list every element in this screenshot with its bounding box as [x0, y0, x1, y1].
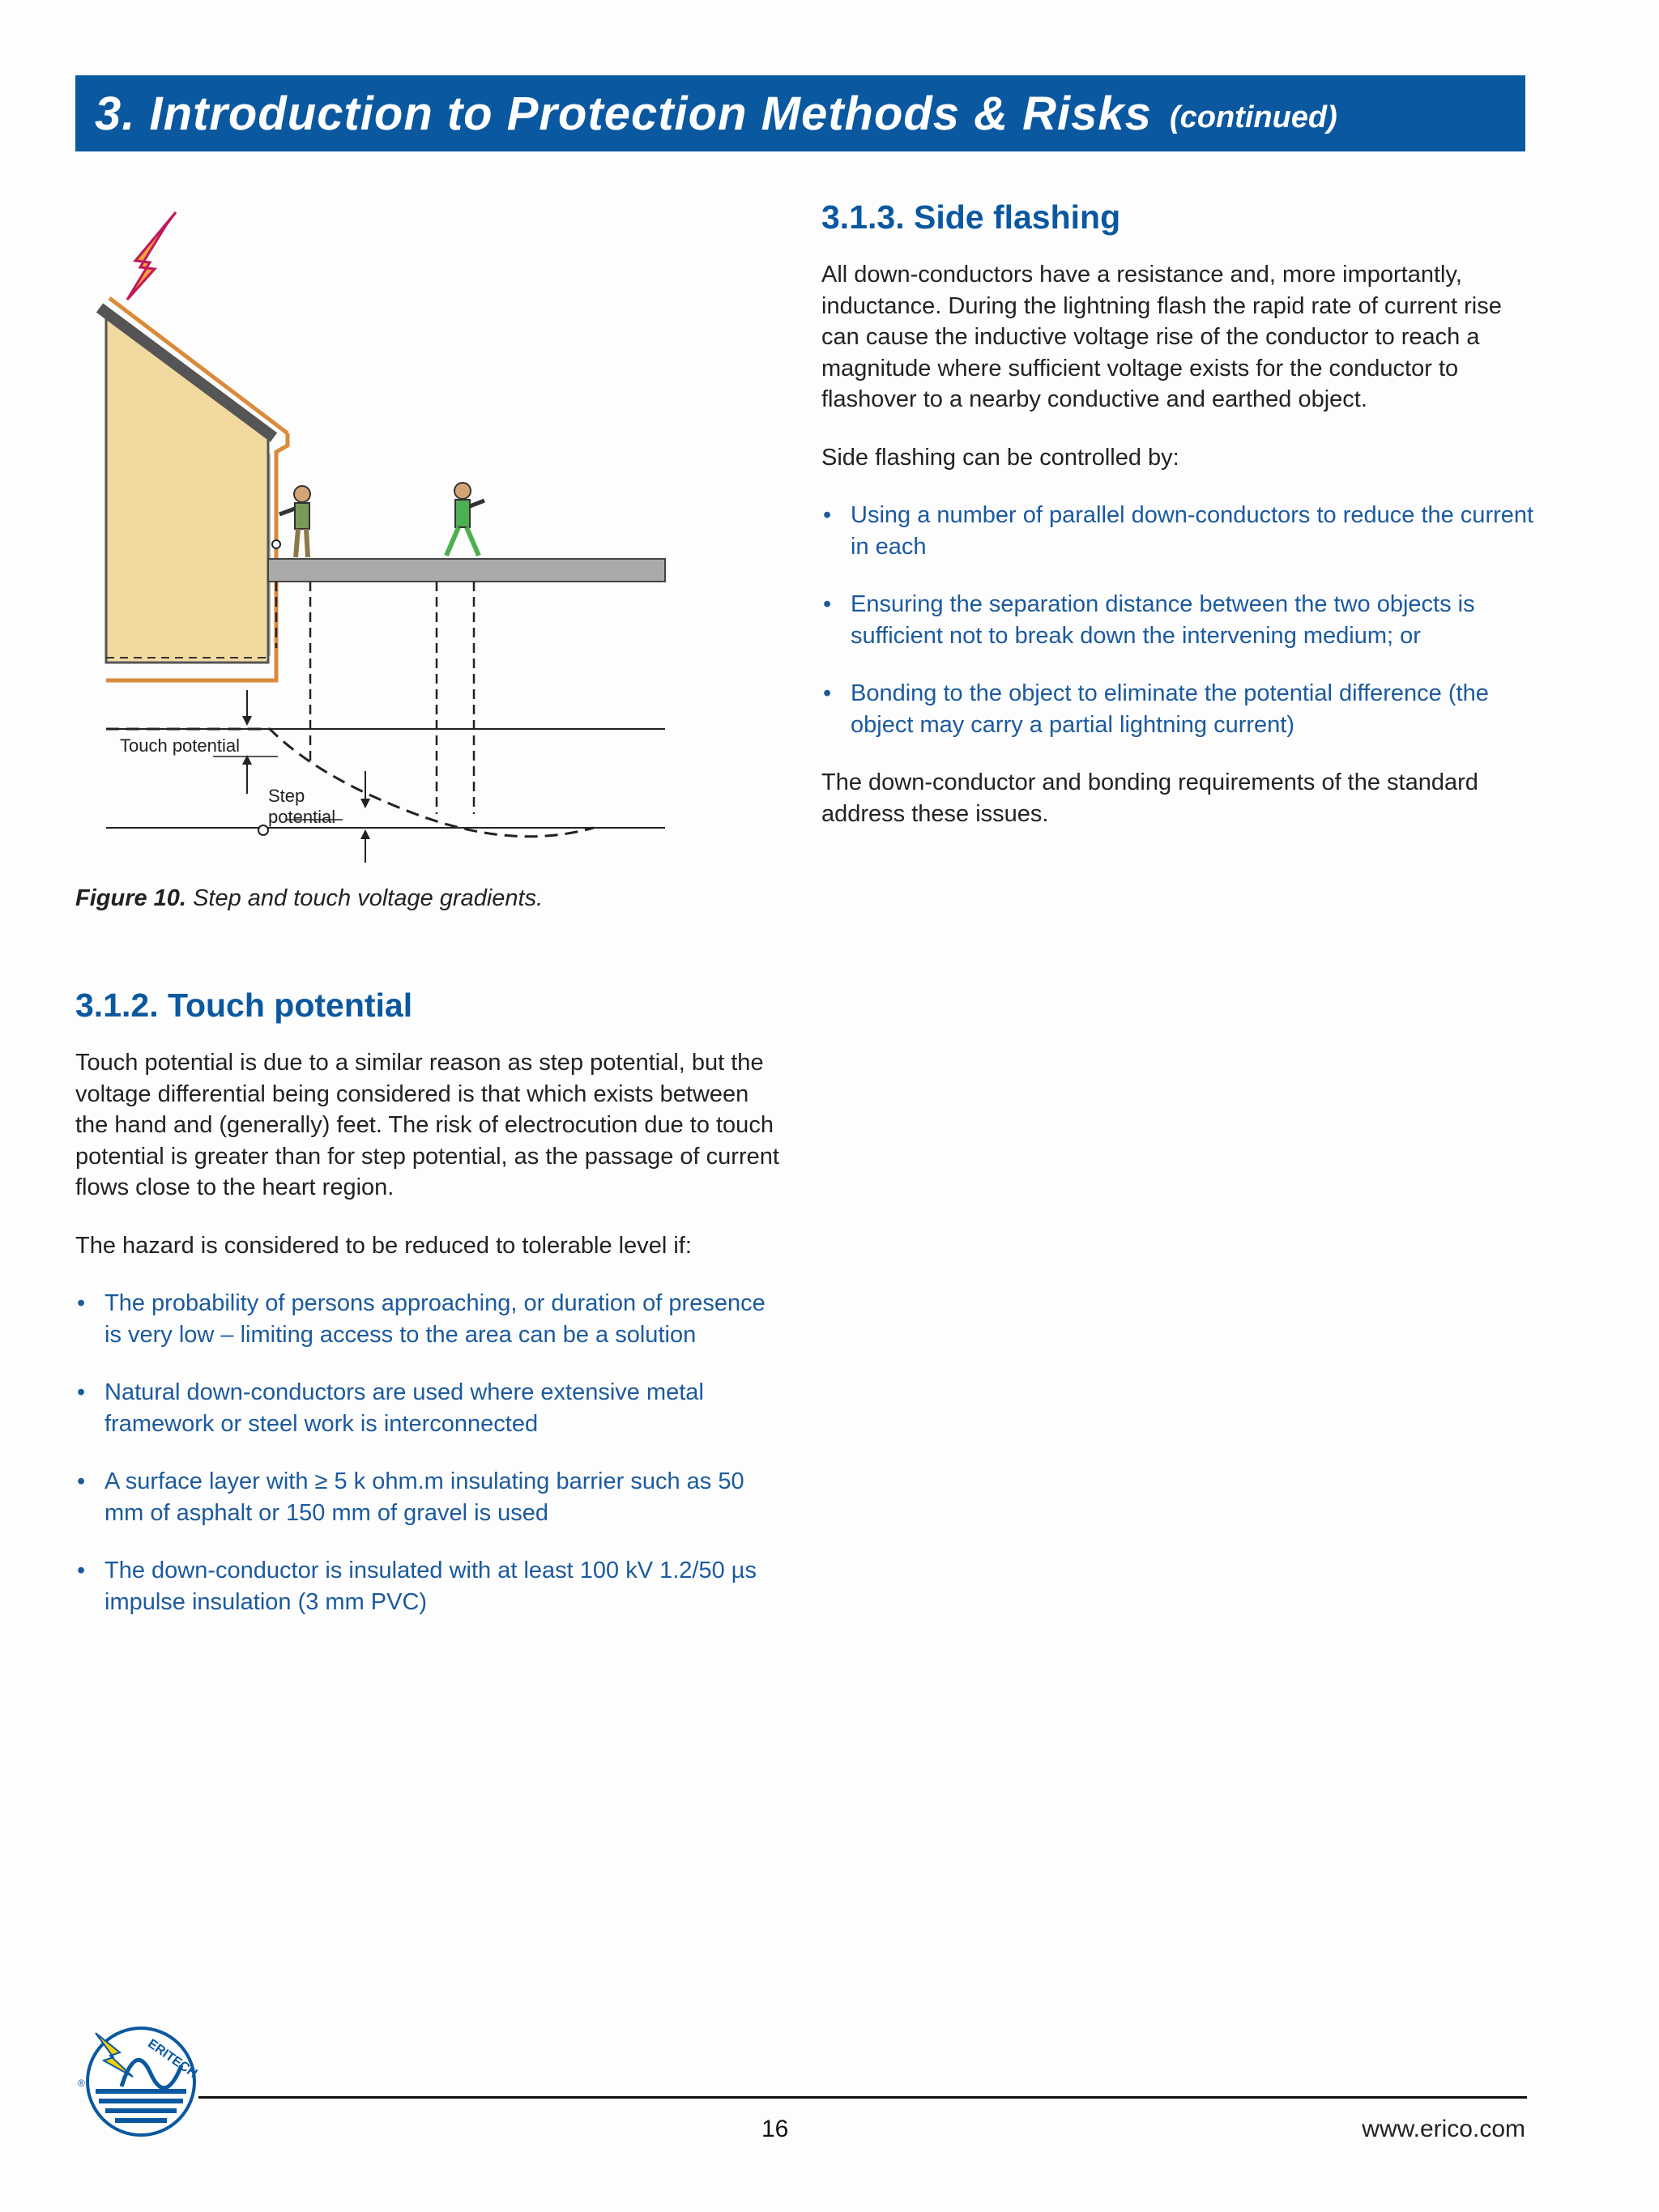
list-item: • The down-conductor is insulated with at least 100 kV 1.2/50 µs impulse insulation (3 mm PVC): [75, 1555, 780, 1617]
touch-potential-bullets: [75, 1288, 780, 1617]
touch-potential-intro: The hazard is considered to be reduced to tolerable level if:: [75, 1232, 692, 1259]
side-flashing-section: [821, 198, 1534, 856]
list-item: • The probability of persons approaching, or duration of presence is very low – limiting access to the area can be a solution: [75, 1288, 780, 1350]
lightning-bolt-icon: [127, 212, 176, 300]
list-item: • Using a number of parallel down-conductors to reduce the current in each: [821, 500, 1534, 562]
person-touching-icon: [279, 486, 310, 557]
registered-mark: ®: [78, 2078, 85, 2089]
page-number: 16: [761, 2116, 789, 2142]
page-title: 3. Introduction to Protection Methods & Risks: [95, 87, 1152, 140]
page-title-continued: (continued): [1169, 100, 1337, 134]
figure-caption-text: Step and touch voltage gradients.: [193, 885, 544, 911]
footer-divider: [198, 2096, 1527, 2099]
side-flashing-bullets: [821, 500, 1534, 740]
side-flashing-heading: 3.1.3. Side flashing: [821, 198, 1121, 236]
website-link[interactable]: www.erico.com: [1362, 2116, 1525, 2142]
touch-potential-section: [75, 987, 780, 1644]
person-walking-icon: [446, 483, 484, 556]
figure-caption-label: Figure 10.: [75, 885, 186, 911]
side-flashing-paragraph: All down-conductors have a resistance and, more importantly, inductance. During the lightning flash the rapid rate of current rise can cause the inductive voltage rise of the conductor to reach a magnitude where sufficient voltage exists for the conductor to flashover to a nearby conductive and earthed object.: [821, 262, 1502, 412]
step-potential-label-2: potential: [268, 807, 336, 827]
list-item: • Natural down-conductors are used where extensive metal framework or steel work is interconnected: [75, 1377, 780, 1439]
side-flashing-conclusion: The down-conductor and bonding requirements of the standard address these issues.: [821, 769, 1478, 827]
touch-potential-heading: 3.1.2. Touch potential: [75, 987, 413, 1024]
logo-wordmark: ERITECH: [145, 2036, 200, 2081]
list-item: • Bonding to the object to eliminate the potential difference (the object may carry a partial lightning current): [821, 678, 1534, 740]
touch-potential-paragraph: Touch potential is due to a similar reason as step potential, but the voltage differential being considered is that which exists between the hand and (generally) feet. The risk of electrocution due to touch potential is greater than for step potential, as the passage of current flows close to the heart region.: [75, 1050, 779, 1200]
figure-caption: [75, 885, 543, 912]
page-header-bar: [75, 75, 1525, 151]
ground-slab: [268, 559, 665, 582]
eritech-logo: [71, 2017, 201, 2146]
step-potential-label-1: Step: [268, 786, 305, 806]
touch-potential-label: Touch potential: [120, 735, 240, 756]
side-flashing-intro: Side flashing can be controlled by:: [821, 444, 1179, 471]
list-item: • Ensuring the separation distance between the two objects is sufficient not to break down the intervening medium; or: [821, 589, 1534, 651]
list-item: • A surface layer with ≥ 5 k ohm.m insulating barrier such as 50 mm of asphalt or 150 mm of gravel is used: [75, 1466, 780, 1528]
step-touch-figure: [75, 194, 707, 875]
